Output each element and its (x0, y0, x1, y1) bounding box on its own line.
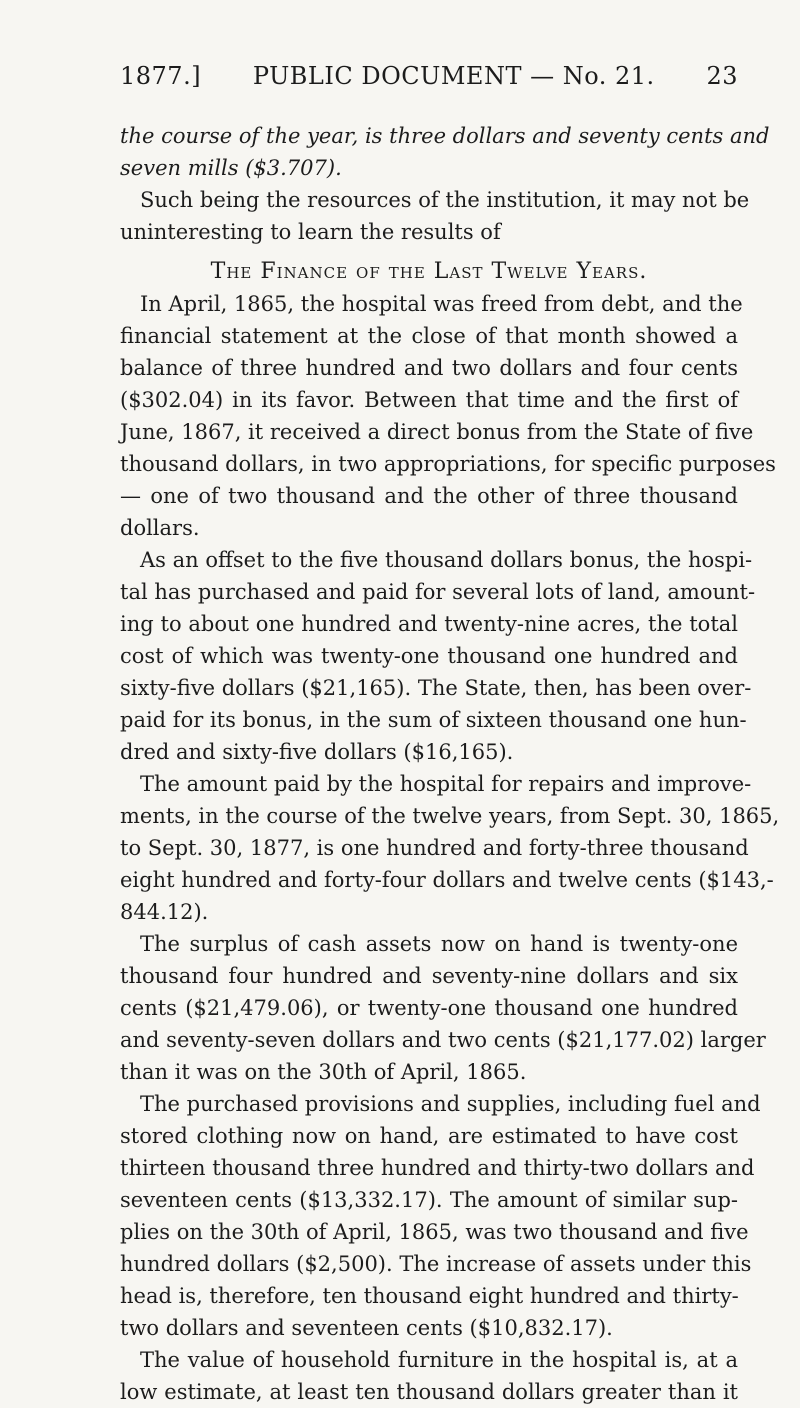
text-line: thousand dollars, in two appropriations, for specific purposes (120, 452, 776, 476)
text-line: ($302.04) in its favor. Between that time and the first of (120, 388, 738, 412)
text-line: Such being the resources of the institution, it may not be (140, 188, 750, 212)
text-line: than it was on the 30th of April, 1865. (120, 1060, 527, 1084)
running-head (120, 62, 738, 90)
text-line: cost of which was twenty-one thousand one hundred and (120, 644, 738, 668)
header-year: 1877.] (120, 62, 202, 90)
text-line: balance of three hundred and two dollars and four cents (120, 356, 738, 380)
text-line: dollars. (120, 516, 200, 540)
text-line: head is, therefore, ten thousand eight hundred and thirty- (120, 1284, 739, 1308)
text-line: thousand four hundred and seventy-nine dollars and six (120, 964, 738, 988)
text-line: In April, 1865, the hospital was freed from debt, and the (140, 292, 743, 316)
text-line: thirteen thousand three hundred and thirty-two dollars and (120, 1156, 755, 1180)
text-line: The surplus of cash assets now on hand is twenty-one (140, 932, 738, 956)
text-line: seventeen cents ($13,332.17). The amount of similar sup- (120, 1188, 738, 1212)
text-line: low estimate, at least ten thousand dollars greater than it (120, 1380, 738, 1404)
text-line: The amount paid by the hospital for repairs and improve- (140, 772, 752, 796)
text-line: ments, in the course of the twelve years, from Sept. 30, 1865, (120, 804, 780, 828)
text-line: hundred dollars ($2,500). The increase of assets under this (120, 1252, 752, 1276)
text-line: dred and sixty-five dollars ($16,165). (120, 740, 514, 764)
section-heading: The Finance of the Last Twelve Years. (210, 259, 648, 284)
text-line: stored clothing now on hand, are estimated to have cost (120, 1124, 738, 1148)
header-title: PUBLIC DOCUMENT — No. 21. (252, 62, 655, 90)
body-text (120, 120, 780, 1408)
text-line: June, 1867, it received a direct bonus from the State of five (120, 420, 754, 444)
text-line: plies on the 30th of April, 1865, was two thousand and five (120, 1220, 749, 1244)
text-line: The value of household furniture in the hospital is, at a (140, 1348, 738, 1372)
text-line: The purchased provisions and supplies, including fuel and (140, 1092, 761, 1116)
text-line: cents ($21,479.06), or twenty-one thousand one hundred (120, 996, 738, 1020)
text-line: As an offset to the five thousand dollars bonus, the hospi- (140, 548, 753, 572)
text-line: 844.12). (120, 900, 209, 924)
text-line: tal has purchased and paid for several lots of land, amount- (120, 580, 756, 604)
text-line: paid for its bonus, in the sum of sixteen thousand one hun- (120, 708, 747, 732)
text-line: to Sept. 30, 1877, is one hundred and forty-three thousand (120, 836, 749, 860)
text-line: financial statement at the close of that month showed a (120, 324, 738, 348)
text-line: sixty-five dollars ($21,165). The State, then, has been over- (120, 676, 752, 700)
text-line: uninteresting to learn the results of (120, 220, 501, 244)
page-number: 23 (706, 62, 738, 90)
text-line: two dollars and seventeen cents ($10,832.17). (120, 1316, 613, 1340)
text-line: eight hundred and forty-four dollars and twelve cents ($143,- (120, 868, 774, 892)
text-line: the course of the year, is three dollars and seventy cents and (120, 124, 770, 148)
text-line: and seventy-seven dollars and two cents ($21,177.02) larger (120, 1028, 766, 1052)
text-line: — one of two thousand and the other of three thousand (120, 484, 738, 508)
text-line: ing to about one hundred and twenty-nine acres, the total (120, 612, 738, 636)
text-line: seven mills ($3.707). (120, 156, 342, 180)
